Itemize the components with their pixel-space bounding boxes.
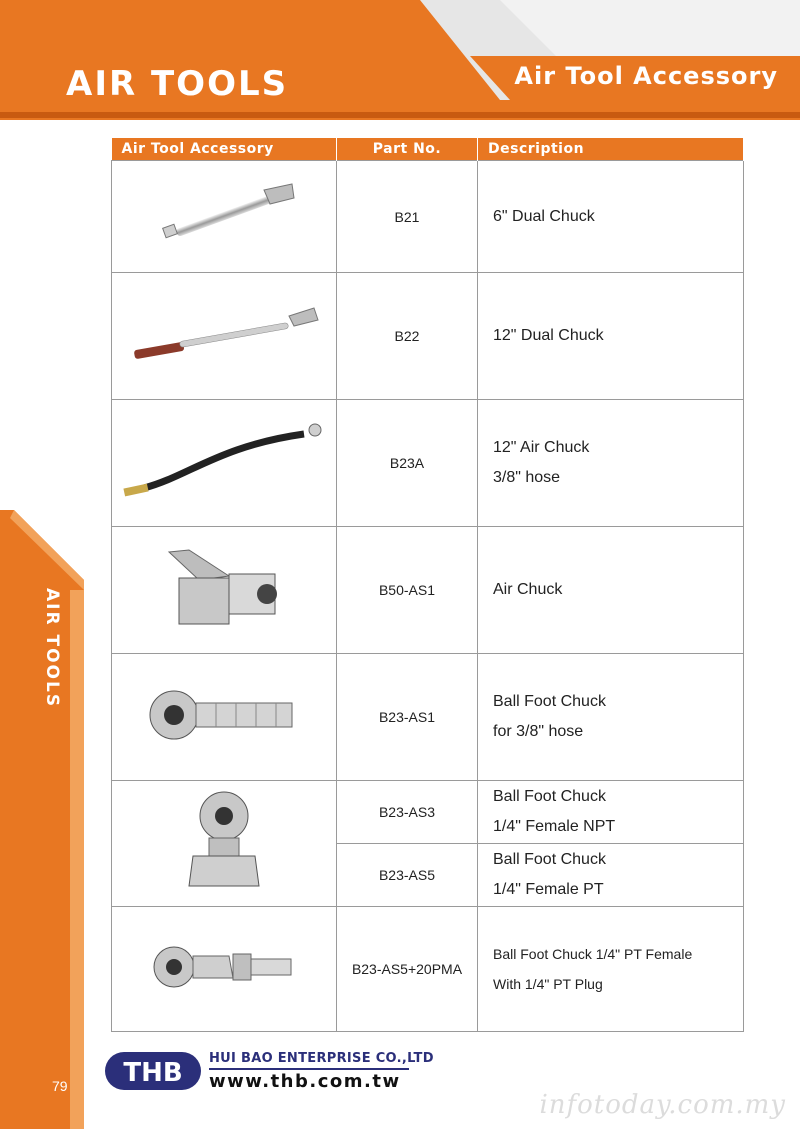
ball-foot-chuck-plug-icon bbox=[149, 932, 299, 1002]
description-line: 3/8" hose bbox=[493, 469, 561, 486]
column-header-accessory: Air Tool Accessory bbox=[112, 138, 337, 161]
ball-foot-chuck-female-icon bbox=[179, 786, 269, 896]
thb-logo bbox=[105, 1052, 201, 1090]
description bbox=[478, 781, 744, 844]
description bbox=[478, 161, 744, 273]
product-image-cell bbox=[112, 161, 337, 273]
description-line: 1/4" Female NPT bbox=[493, 818, 616, 835]
part-number: B23-AS1 bbox=[337, 654, 478, 781]
table-row bbox=[112, 400, 744, 527]
product-image-cell bbox=[112, 273, 337, 400]
dual-chuck-12-icon bbox=[124, 294, 324, 374]
dual-chuck-6-icon bbox=[144, 174, 304, 254]
description-line: 12" Dual Chuck bbox=[493, 327, 604, 344]
page-header bbox=[0, 0, 800, 120]
description-line: 6" Dual Chuck bbox=[493, 207, 595, 225]
table-row bbox=[112, 654, 744, 781]
description-line: Ball Foot Chuck bbox=[493, 788, 606, 805]
page-number: 79 bbox=[52, 1078, 68, 1094]
part-number: B23-AS5+20PMA bbox=[337, 907, 478, 1032]
product-image-cell bbox=[112, 400, 337, 527]
accessory-table bbox=[111, 138, 744, 1032]
air-chuck-hose-icon bbox=[119, 416, 329, 506]
description-line: Ball Foot Chuck bbox=[493, 851, 606, 868]
description-line: Ball Foot Chuck bbox=[493, 693, 606, 710]
column-header-description: Description bbox=[478, 138, 744, 161]
product-image-cell bbox=[112, 907, 337, 1032]
description-line: Air Chuck bbox=[493, 581, 563, 598]
table-row bbox=[112, 273, 744, 400]
product-image-cell bbox=[112, 781, 337, 907]
description-line: 12" Air Chuck bbox=[493, 439, 590, 456]
description bbox=[478, 527, 744, 654]
company-name: HUI BAO ENTERPRISE CO.,LTD bbox=[209, 1051, 434, 1066]
logo-text: THB bbox=[123, 1058, 183, 1088]
product-image-cell bbox=[112, 654, 337, 781]
description-line: for 3/8" hose bbox=[493, 723, 584, 740]
description bbox=[478, 844, 744, 907]
description bbox=[478, 273, 744, 400]
part-number: B23-AS5 bbox=[337, 844, 478, 907]
watermark: infotoday.com.my bbox=[539, 1090, 786, 1120]
air-chuck-clip-icon bbox=[159, 538, 289, 638]
part-number: B50-AS1 bbox=[337, 527, 478, 654]
part-number: B23-AS3 bbox=[337, 781, 478, 844]
product-image-cell bbox=[112, 527, 337, 654]
description-line: Ball Foot Chuck 1/4" PT Female bbox=[493, 946, 693, 962]
description bbox=[478, 654, 744, 781]
section-subtitle: Air Tool Accessory bbox=[514, 62, 778, 90]
table-row bbox=[112, 781, 744, 844]
column-header-part-no: Part No. bbox=[337, 138, 478, 161]
ball-foot-chuck-barb-icon bbox=[144, 675, 304, 755]
table-row bbox=[112, 161, 744, 273]
table-header-row bbox=[112, 138, 744, 161]
part-number: B23A bbox=[337, 400, 478, 527]
footer-divider bbox=[209, 1068, 409, 1070]
table-row bbox=[112, 527, 744, 654]
table-row bbox=[112, 907, 744, 1032]
company-url[interactable]: www.thb.com.tw bbox=[209, 1071, 401, 1092]
section-title: AIR TOOLS bbox=[66, 64, 289, 104]
side-tab-label: AIR TOOLS bbox=[42, 588, 62, 709]
part-number: B21 bbox=[337, 161, 478, 273]
description-line: 1/4" Female PT bbox=[493, 881, 604, 898]
description bbox=[478, 400, 744, 527]
description-line: With 1/4" PT Plug bbox=[493, 976, 603, 992]
part-number: B22 bbox=[337, 273, 478, 400]
description bbox=[478, 907, 744, 1032]
